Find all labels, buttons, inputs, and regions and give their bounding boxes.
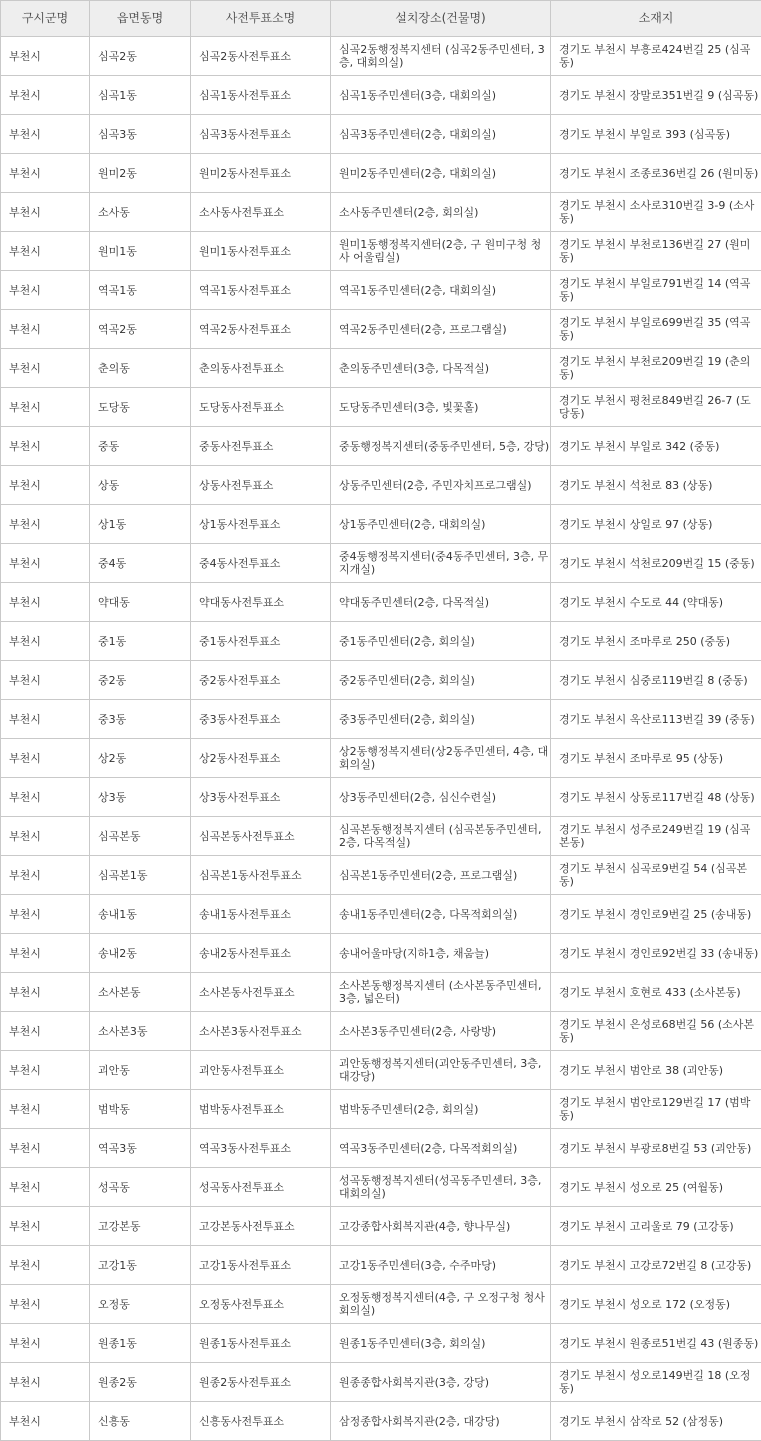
cell-address: 경기도 부천시 호현로 433 (소사본동) bbox=[551, 973, 761, 1012]
table-row bbox=[1, 310, 761, 349]
cell-dong: 소사동 bbox=[90, 193, 191, 232]
cell-district: 부천시 bbox=[1, 1012, 90, 1051]
cell-station-name: 심곡2동사전투표소 bbox=[191, 37, 331, 76]
cell-station-name: 송내2동사전투표소 bbox=[191, 934, 331, 973]
cell-district: 부천시 bbox=[1, 1285, 90, 1324]
cell-station-name: 원미1동사전투표소 bbox=[191, 232, 331, 271]
cell-station-name: 심곡본동사전투표소 bbox=[191, 817, 331, 856]
cell-address: 경기도 부천시 상동로117번길 48 (상동) bbox=[551, 778, 761, 817]
table-row bbox=[1, 388, 761, 427]
cell-district: 부천시 bbox=[1, 1324, 90, 1363]
cell-location: 상1동주민센터(2층, 대회의실) bbox=[331, 505, 551, 544]
cell-address: 경기도 부천시 석천로 83 (상동) bbox=[551, 466, 761, 505]
table-row bbox=[1, 544, 761, 583]
cell-location: 소사본동행정복지센터 (소사본동주민센터, 3층, 넓은터) bbox=[331, 973, 551, 1012]
cell-location: 소사본3동주민센터(2층, 사랑방) bbox=[331, 1012, 551, 1051]
cell-location: 성곡동행정복지센터(성곡동주민센터, 3층, 대회의실) bbox=[331, 1168, 551, 1207]
table-row bbox=[1, 37, 761, 76]
cell-district: 부천시 bbox=[1, 1129, 90, 1168]
cell-location: 상2동행정복지센터(상2동주민센터, 4층, 대회의실) bbox=[331, 739, 551, 778]
table-row bbox=[1, 115, 761, 154]
table-row bbox=[1, 505, 761, 544]
cell-station-name: 심곡3동사전투표소 bbox=[191, 115, 331, 154]
cell-location: 심곡2동행정복지센터 (심곡2동주민센터, 3층, 대회의실) bbox=[331, 37, 551, 76]
table-row bbox=[1, 1363, 761, 1402]
cell-station-name: 원종1동사전투표소 bbox=[191, 1324, 331, 1363]
cell-station-name: 소사본3동사전투표소 bbox=[191, 1012, 331, 1051]
cell-address: 경기도 부천시 상일로 97 (상동) bbox=[551, 505, 761, 544]
cell-location: 오정동행정복지센터(4층, 구 오정구청 청사 회의실) bbox=[331, 1285, 551, 1324]
cell-dong: 송내1동 bbox=[90, 895, 191, 934]
cell-station-name: 고강1동사전투표소 bbox=[191, 1246, 331, 1285]
cell-dong: 고강1동 bbox=[90, 1246, 191, 1285]
cell-station-name: 중4동사전투표소 bbox=[191, 544, 331, 583]
cell-dong: 상1동 bbox=[90, 505, 191, 544]
cell-dong: 역곡3동 bbox=[90, 1129, 191, 1168]
cell-location: 중3동주민센터(2층, 회의실) bbox=[331, 700, 551, 739]
table-row bbox=[1, 622, 761, 661]
cell-station-name: 중1동사전투표소 bbox=[191, 622, 331, 661]
cell-address: 경기도 부천시 소사로310번길 3-9 (소사동) bbox=[551, 193, 761, 232]
cell-location: 삼정종합사회복지관(2층, 대강당) bbox=[331, 1402, 551, 1441]
cell-district: 부천시 bbox=[1, 1363, 90, 1402]
cell-station-name: 심곡본1동사전투표소 bbox=[191, 856, 331, 895]
cell-dong: 신흥동 bbox=[90, 1402, 191, 1441]
cell-address: 경기도 부천시 범안로129번길 17 (범박동) bbox=[551, 1090, 761, 1129]
cell-dong: 원종2동 bbox=[90, 1363, 191, 1402]
cell-dong: 심곡본동 bbox=[90, 817, 191, 856]
table-row bbox=[1, 466, 761, 505]
cell-station-name: 상동사전투표소 bbox=[191, 466, 331, 505]
cell-location: 송내어울마당(지하1층, 채움늘) bbox=[331, 934, 551, 973]
cell-location: 심곡3동주민센터(2층, 대회의실) bbox=[331, 115, 551, 154]
cell-location: 소사동주민센터(2층, 회의실) bbox=[331, 193, 551, 232]
cell-district: 부천시 bbox=[1, 37, 90, 76]
cell-station-name: 약대동사전투표소 bbox=[191, 583, 331, 622]
cell-district: 부천시 bbox=[1, 505, 90, 544]
cell-address: 경기도 부천시 부천로209번길 19 (춘의동) bbox=[551, 349, 761, 388]
cell-address: 경기도 부천시 고리울로 79 (고강동) bbox=[551, 1207, 761, 1246]
table-row bbox=[1, 856, 761, 895]
cell-address: 경기도 부천시 장말로351번길 9 (심곡동) bbox=[551, 76, 761, 115]
cell-address: 경기도 부천시 수도로 44 (약대동) bbox=[551, 583, 761, 622]
table-row bbox=[1, 349, 761, 388]
cell-district: 부천시 bbox=[1, 544, 90, 583]
table-row bbox=[1, 778, 761, 817]
table-row bbox=[1, 1168, 761, 1207]
cell-location: 중2동주민센터(2층, 회의실) bbox=[331, 661, 551, 700]
cell-station-name: 성곡동사전투표소 bbox=[191, 1168, 331, 1207]
cell-address: 경기도 부천시 성오로 25 (여월동) bbox=[551, 1168, 761, 1207]
cell-district: 부천시 bbox=[1, 817, 90, 856]
cell-location: 상3동주민센터(2층, 심신수련실) bbox=[331, 778, 551, 817]
table-row bbox=[1, 583, 761, 622]
cell-dong: 도당동 bbox=[90, 388, 191, 427]
table-header-row bbox=[1, 1, 761, 37]
table-row bbox=[1, 1207, 761, 1246]
table-row bbox=[1, 817, 761, 856]
cell-location: 역곡3동주민센터(2층, 다목적회의실) bbox=[331, 1129, 551, 1168]
cell-address: 경기도 부천시 석천로209번길 15 (중동) bbox=[551, 544, 761, 583]
header-address: 소재지 bbox=[551, 1, 761, 37]
cell-dong: 소사본3동 bbox=[90, 1012, 191, 1051]
cell-dong: 원종1동 bbox=[90, 1324, 191, 1363]
cell-location: 심곡본1동주민센터(2층, 프로그램실) bbox=[331, 856, 551, 895]
cell-district: 부천시 bbox=[1, 661, 90, 700]
cell-station-name: 상3동사전투표소 bbox=[191, 778, 331, 817]
cell-district: 부천시 bbox=[1, 154, 90, 193]
cell-station-name: 역곡1동사전투표소 bbox=[191, 271, 331, 310]
cell-location: 중4동행정복지센터(중4동주민센터, 3층, 무지개실) bbox=[331, 544, 551, 583]
cell-dong: 고강본동 bbox=[90, 1207, 191, 1246]
cell-location: 역곡1동주민센터(2층, 대회의실) bbox=[331, 271, 551, 310]
table-row bbox=[1, 232, 761, 271]
cell-district: 부천시 bbox=[1, 1090, 90, 1129]
cell-address: 경기도 부천시 조종로36번길 26 (원미동) bbox=[551, 154, 761, 193]
cell-dong: 중2동 bbox=[90, 661, 191, 700]
cell-station-name: 범박동사전투표소 bbox=[191, 1090, 331, 1129]
cell-address: 경기도 부천시 부광로8번길 53 (괴안동) bbox=[551, 1129, 761, 1168]
cell-station-name: 신흥동사전투표소 bbox=[191, 1402, 331, 1441]
cell-dong: 심곡본1동 bbox=[90, 856, 191, 895]
cell-dong: 성곡동 bbox=[90, 1168, 191, 1207]
cell-station-name: 중3동사전투표소 bbox=[191, 700, 331, 739]
cell-station-name: 고강본동사전투표소 bbox=[191, 1207, 331, 1246]
table-row bbox=[1, 1051, 761, 1090]
cell-district: 부천시 bbox=[1, 271, 90, 310]
cell-address: 경기도 부천시 범안로 38 (괴안동) bbox=[551, 1051, 761, 1090]
cell-district: 부천시 bbox=[1, 310, 90, 349]
cell-address: 경기도 부천시 부일로791번길 14 (역곡동) bbox=[551, 271, 761, 310]
cell-district: 부천시 bbox=[1, 466, 90, 505]
cell-address: 경기도 부천시 원종로51번길 43 (원종동) bbox=[551, 1324, 761, 1363]
cell-address: 경기도 부천시 부일로 342 (중동) bbox=[551, 427, 761, 466]
table-row bbox=[1, 700, 761, 739]
table-row bbox=[1, 1324, 761, 1363]
table-row bbox=[1, 1246, 761, 1285]
cell-address: 경기도 부천시 고강로72번길 8 (고강동) bbox=[551, 1246, 761, 1285]
cell-dong: 송내2동 bbox=[90, 934, 191, 973]
cell-location: 원종1동주민센터(3층, 회의실) bbox=[331, 1324, 551, 1363]
header-dong: 읍면동명 bbox=[90, 1, 191, 37]
cell-location: 원미2동주민센터(2층, 대회의실) bbox=[331, 154, 551, 193]
cell-district: 부천시 bbox=[1, 622, 90, 661]
cell-district: 부천시 bbox=[1, 1051, 90, 1090]
cell-location: 상동주민센터(2층, 주민자치프로그램실) bbox=[331, 466, 551, 505]
table-row bbox=[1, 427, 761, 466]
table-row bbox=[1, 661, 761, 700]
cell-station-name: 심곡1동사전투표소 bbox=[191, 76, 331, 115]
cell-dong: 역곡1동 bbox=[90, 271, 191, 310]
table-row bbox=[1, 1012, 761, 1051]
cell-address: 경기도 부천시 삼작로 52 (삼정동) bbox=[551, 1402, 761, 1441]
cell-station-name: 송내1동사전투표소 bbox=[191, 895, 331, 934]
cell-district: 부천시 bbox=[1, 583, 90, 622]
cell-location: 고강1동주민센터(3층, 수주마당) bbox=[331, 1246, 551, 1285]
cell-address: 경기도 부천시 조마루로 95 (상동) bbox=[551, 739, 761, 778]
table-row bbox=[1, 76, 761, 115]
cell-district: 부천시 bbox=[1, 1168, 90, 1207]
cell-dong: 역곡2동 bbox=[90, 310, 191, 349]
cell-district: 부천시 bbox=[1, 778, 90, 817]
table-row bbox=[1, 973, 761, 1012]
cell-dong: 심곡2동 bbox=[90, 37, 191, 76]
cell-dong: 중동 bbox=[90, 427, 191, 466]
cell-dong: 중1동 bbox=[90, 622, 191, 661]
cell-dong: 원미1동 bbox=[90, 232, 191, 271]
cell-station-name: 춘의동사전투표소 bbox=[191, 349, 331, 388]
cell-address: 경기도 부천시 은성로68번길 56 (소사본동) bbox=[551, 1012, 761, 1051]
cell-district: 부천시 bbox=[1, 700, 90, 739]
cell-district: 부천시 bbox=[1, 1402, 90, 1441]
cell-district: 부천시 bbox=[1, 856, 90, 895]
cell-location: 원미1동행정복지센터(2층, 구 원미구청 청사 어울림실) bbox=[331, 232, 551, 271]
table-row bbox=[1, 934, 761, 973]
cell-location: 심곡본동행정복지센터 (심곡본동주민센터, 2층, 다목적실) bbox=[331, 817, 551, 856]
cell-dong: 중3동 bbox=[90, 700, 191, 739]
cell-dong: 원미2동 bbox=[90, 154, 191, 193]
cell-address: 경기도 부천시 경인로92번길 33 (송내동) bbox=[551, 934, 761, 973]
cell-address: 경기도 부천시 경인로9번길 25 (송내동) bbox=[551, 895, 761, 934]
cell-district: 부천시 bbox=[1, 739, 90, 778]
cell-district: 부천시 bbox=[1, 895, 90, 934]
cell-station-name: 소사동사전투표소 bbox=[191, 193, 331, 232]
cell-address: 경기도 부천시 평천로849번길 26-7 (도당동) bbox=[551, 388, 761, 427]
cell-dong: 약대동 bbox=[90, 583, 191, 622]
cell-dong: 춘의동 bbox=[90, 349, 191, 388]
cell-address: 경기도 부천시 부흥로424번길 25 (심곡동) bbox=[551, 37, 761, 76]
cell-location: 도당동주민센터(3층, 빛꽃홀) bbox=[331, 388, 551, 427]
cell-dong: 상동 bbox=[90, 466, 191, 505]
cell-district: 부천시 bbox=[1, 1207, 90, 1246]
cell-district: 부천시 bbox=[1, 76, 90, 115]
cell-location: 춘의동주민센터(3층, 다목적실) bbox=[331, 349, 551, 388]
table-row bbox=[1, 895, 761, 934]
cell-address: 경기도 부천시 성오로 172 (오정동) bbox=[551, 1285, 761, 1324]
cell-dong: 상2동 bbox=[90, 739, 191, 778]
cell-location: 중동행정복지센터(중동주민센터, 5층, 강당) bbox=[331, 427, 551, 466]
table-row bbox=[1, 193, 761, 232]
cell-district: 부천시 bbox=[1, 193, 90, 232]
cell-station-name: 오정동사전투표소 bbox=[191, 1285, 331, 1324]
cell-location: 고강종합사회복지관(4층, 향나무실) bbox=[331, 1207, 551, 1246]
cell-district: 부천시 bbox=[1, 1246, 90, 1285]
cell-location: 중1동주민센터(2층, 회의실) bbox=[331, 622, 551, 661]
cell-dong: 중4동 bbox=[90, 544, 191, 583]
cell-station-name: 소사본동사전투표소 bbox=[191, 973, 331, 1012]
cell-station-name: 역곡2동사전투표소 bbox=[191, 310, 331, 349]
cell-location: 송내1동주민센터(2층, 다목적회의실) bbox=[331, 895, 551, 934]
cell-address: 경기도 부천시 성오로149번길 18 (오정동) bbox=[551, 1363, 761, 1402]
cell-location: 범박동주민센터(2층, 회의실) bbox=[331, 1090, 551, 1129]
cell-district: 부천시 bbox=[1, 232, 90, 271]
cell-station-name: 도당동사전투표소 bbox=[191, 388, 331, 427]
cell-dong: 심곡3동 bbox=[90, 115, 191, 154]
table-body bbox=[1, 37, 761, 1441]
table-row bbox=[1, 1402, 761, 1441]
table-row bbox=[1, 1129, 761, 1168]
cell-station-name: 상1동사전투표소 bbox=[191, 505, 331, 544]
header-station-name: 사전투표소명 bbox=[191, 1, 331, 37]
cell-address: 경기도 부천시 조마루로 250 (중동) bbox=[551, 622, 761, 661]
table-row bbox=[1, 271, 761, 310]
cell-dong: 상3동 bbox=[90, 778, 191, 817]
cell-station-name: 상2동사전투표소 bbox=[191, 739, 331, 778]
cell-address: 경기도 부천시 부일로 393 (심곡동) bbox=[551, 115, 761, 154]
cell-station-name: 원미2동사전투표소 bbox=[191, 154, 331, 193]
cell-address: 경기도 부천시 부일로699번길 35 (역곡동) bbox=[551, 310, 761, 349]
cell-location: 심곡1동주민센터(3층, 대회의실) bbox=[331, 76, 551, 115]
table-row bbox=[1, 739, 761, 778]
table-row bbox=[1, 1090, 761, 1129]
cell-location: 원종종합사회복지관(3층, 강당) bbox=[331, 1363, 551, 1402]
cell-district: 부천시 bbox=[1, 115, 90, 154]
cell-location: 괴안동행정복지센터(괴안동주민센터, 3층, 대강당) bbox=[331, 1051, 551, 1090]
table-row bbox=[1, 1285, 761, 1324]
cell-district: 부천시 bbox=[1, 934, 90, 973]
cell-station-name: 원종2동사전투표소 bbox=[191, 1363, 331, 1402]
header-district: 구시군명 bbox=[1, 1, 90, 37]
cell-address: 경기도 부천시 심중로119번길 8 (중동) bbox=[551, 661, 761, 700]
cell-dong: 괴안동 bbox=[90, 1051, 191, 1090]
cell-address: 경기도 부천시 옥산로113번길 39 (중동) bbox=[551, 700, 761, 739]
cell-station-name: 괴안동사전투표소 bbox=[191, 1051, 331, 1090]
cell-location: 역곡2동주민센터(2층, 프로그램실) bbox=[331, 310, 551, 349]
cell-address: 경기도 부천시 성주로249번길 19 (심곡본동) bbox=[551, 817, 761, 856]
cell-station-name: 중동사전투표소 bbox=[191, 427, 331, 466]
table-row bbox=[1, 154, 761, 193]
cell-district: 부천시 bbox=[1, 349, 90, 388]
cell-district: 부천시 bbox=[1, 973, 90, 1012]
cell-dong: 범박동 bbox=[90, 1090, 191, 1129]
header-location: 설치장소(건물명) bbox=[331, 1, 551, 37]
cell-dong: 심곡1동 bbox=[90, 76, 191, 115]
cell-district: 부천시 bbox=[1, 388, 90, 427]
cell-station-name: 역곡3동사전투표소 bbox=[191, 1129, 331, 1168]
cell-dong: 오정동 bbox=[90, 1285, 191, 1324]
cell-dong: 소사본동 bbox=[90, 973, 191, 1012]
cell-address: 경기도 부천시 심곡로9번길 54 (심곡본동) bbox=[551, 856, 761, 895]
cell-district: 부천시 bbox=[1, 427, 90, 466]
cell-station-name: 중2동사전투표소 bbox=[191, 661, 331, 700]
cell-location: 약대동주민센터(2층, 다목적실) bbox=[331, 583, 551, 622]
cell-address: 경기도 부천시 부천로136번길 27 (원미동) bbox=[551, 232, 761, 271]
